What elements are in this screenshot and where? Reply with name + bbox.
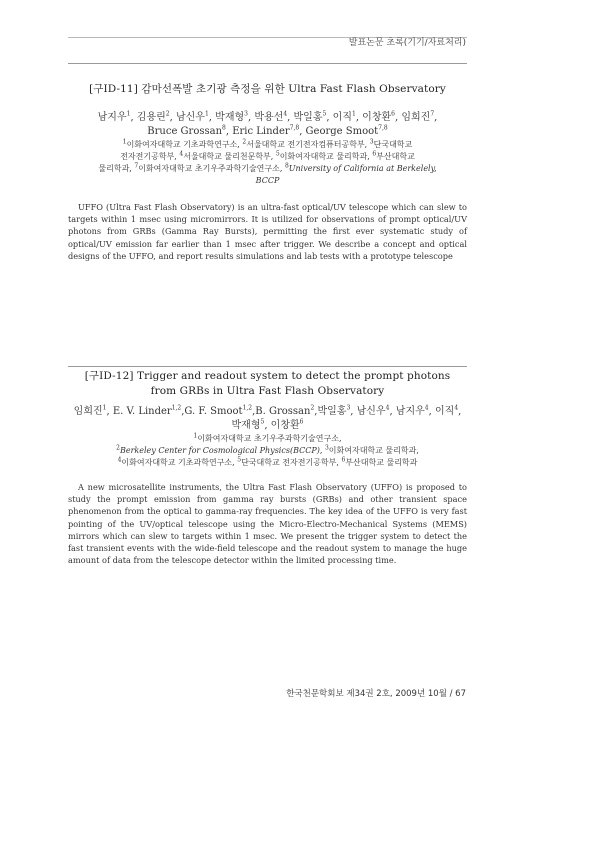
abstract-section-2 — [68, 366, 467, 566]
section-title-line: from GRBs in Ultra Fast Flash Observatory — [150, 385, 385, 397]
affiliation-line: BCCP — [255, 176, 280, 185]
affiliation-line: $^2$Berkeley Center for Cosmological Physics(BCCP), $^3$이화여자대학교 물리학과, — [116, 444, 419, 455]
affiliation-line: $^1$이화여자대학교 초기우주과학기술연구소, — [193, 432, 342, 443]
section-rule — [68, 63, 467, 64]
running-header: 발표논문 초록(기기/자료처리) — [348, 38, 466, 48]
author-line: 남지우$^1$, 김용린$^2$, 남신우$^1$, 박재형$^3$, 박용선$^4$, 박일홍$^5$, 이직$^1$, 이창환$^6$, 임희진$^7$, — [97, 110, 438, 123]
abstract-text: A new microsatellite instruments, the Ultra Fast Flash Observatory (UFFO) is proposed to study the prompt emission from gamma ray bursts (GRBs) and other transient space phenomenon from the optical to gamma-ray frequencies. The key idea of the UFFO is very fast pointing of the UV/optical telescope using the Micro-Electro-Mechanical Systems (MEMS) mirrors which can slew to targets within 1 msec. We present the trigger system to detect the fast transient events with the wide-field telescope and the readout system to manage the huge amount of data from the telescope detector within the limited processing time. — [68, 482, 467, 566]
page-footer: 한국천문학회보 제34권 2호, 2009년 10월 / 67 — [286, 689, 466, 699]
affiliation-line: 물리학과, $^7$이화여자대학교 초기우주과학기술연구소, $^8$University of California at Berkelely, — [98, 162, 437, 173]
author-line: 임희진$^1$, E. V. Linder$^{1,2}$,G. F. Smoot$^{1,2}$,B. Grossan$^2$,박일홍$^3$, 남신우$^4$, 남지우$^4$, 이직$^4$, — [73, 404, 462, 417]
section-title-line: [구ID-12] Trigger and readout system to detect the prompt photons — [84, 370, 451, 382]
section-title: [구ID-11] 감마선폭발 초기광 측정을 위한 Ultra Fast Flash Observatory — [89, 83, 446, 95]
affiliation-line: $^4$이화여자대학교 기초과학연구소, $^5$단국대학교 전자전기공학부, $^6$부산대학교 물리학과 — [117, 456, 418, 467]
affiliation-line: 전자전기공학부, $^4$서울대학교 물리천문학부, $^5$이화여자대학교 물리학과, $^6$부산대학교 — [120, 150, 415, 161]
abstract-text: UFFO (Ultra Fast Flash Observatory) is an ultra-fast optical/UV telescope which can slew to targets within 1 msec using micromirrors. It is utilized for observations of prompt optical/UV photons from GRBs (Gamma Ray Bursts), permitting the first ever systematic study of optical/UV emission far earlier than 1 msec after trigger. We describe a concept and optical designs of the UFFO, and report results simulations and lab tests with a prototype telescope — [68, 202, 467, 261]
author-line: 박재형$^5$, 이창환$^6$ — [231, 418, 304, 431]
author-line: Bruce Grossan$^8$, Eric Linder$^{7,8}$, George Smoot$^{7,8}$ — [147, 124, 388, 137]
affiliation-line: $^1$이화여자대학교 기초과학연구소, $^2$서울대학교 전기전자컴퓨터공학부, $^3$단국대학교 — [122, 138, 413, 149]
abstract-section-1 — [68, 63, 467, 262]
